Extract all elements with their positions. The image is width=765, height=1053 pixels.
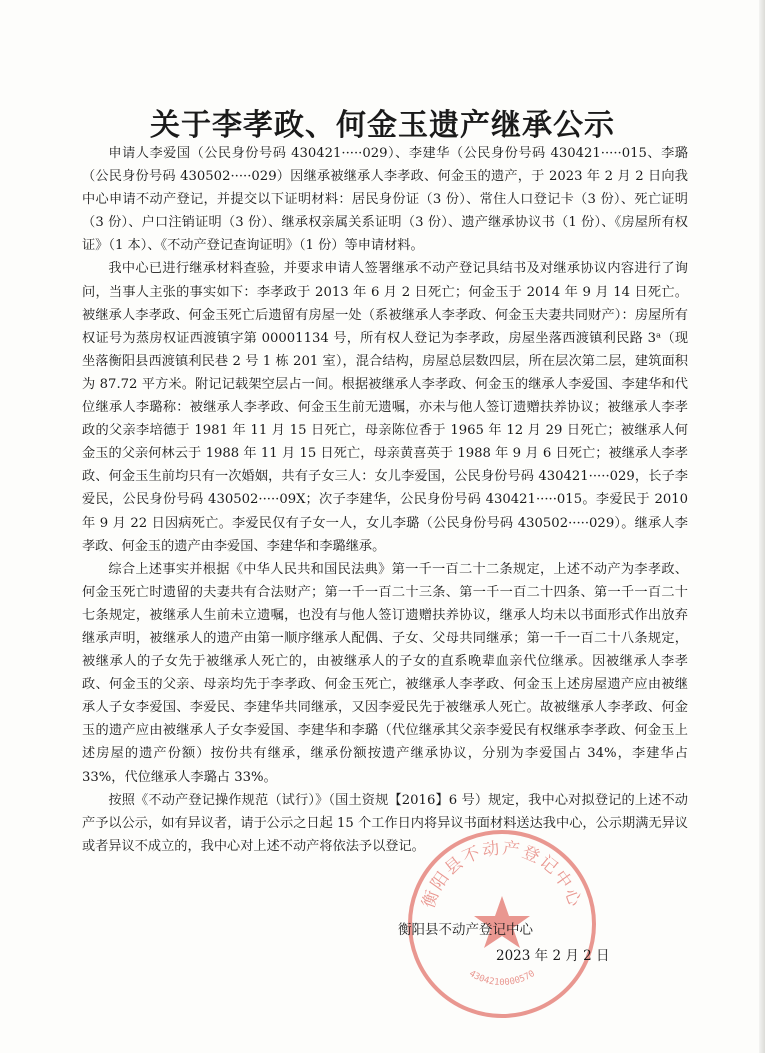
document-title: 关于李孝政、何金玉遗产继承公示 <box>150 108 615 143</box>
scan-edge <box>759 0 765 1053</box>
paragraph-legal-basis: 综合上述事实并根据《中华人民共和国民法典》第一千一百二十二条规定，上述不动产为李孝政、何金玉死亡时遗留的夫妻共有合法财产；第一千一百二十三条、第一千一百二十四条、第一千一百二十七条规定，被继承人生前未立遗嘱，也没有与他人签订遗赠扶养协议，继承人均未以书面形式作出放弃继承声明，被继承人的遗产由第一顺序继承人配偶、子女、父母共同继承；第一千一百二十八条规定，被继承人的子女先于被继承人死亡的，由被继承人的子女的直系晚辈血亲代位继承。因被继承人李孝政、何金玉的父亲、母亲均先于李孝政、何金玉死亡，被继承人李孝政、何金玉上述房屋遗产应由被继承人子女李爱国、李爱民、李建华共同继承，又因李爱民先于被继承人死亡。故被继承人李孝政、何金玉的遗产应由被继承人子女李爱国、李建华和李璐（代位继承其父亲李爱民有权继承李孝政、何金玉上述房屋的遗产份额）按份共有继承，继承份额按遗产继承协议，分别为李爱国占 34%，李建华占 33%，代位继承人李璐占 33%。 <box>82 561 688 785</box>
issuer-name: 衡阳县不动产登记中心 <box>398 922 533 938</box>
paragraph-facts: 我中心已进行继承材料查验，并要求申请人签署继承不动产登记具结书及对继承协议内容进行了询问，当事人主张的事实如下：李孝政于 2013 年 6 月 2 日死亡；何金玉于 2014 年 9 月 14 日死亡。被继承人李孝政、何金玉死亡后遗留有房屋一处（系被继承人李孝政、何金玉夫妻共同财产）：房屋所有权证号为蒸房权证西渡镇字第 00001134 号，所有权人登记为李孝政，房屋坐落西渡镇利民路 3ᵃ（现坐落衡阳县西渡镇利民巷 2 号 1 栋 201 室），混合结构，房屋总层数四层，所在层次第二层，建筑面积为 87.72 平方米。附记记载架空层占一间。根据被继承人李孝政、何金玉的继承人李爱国、李建华和代位继承人李璐称：被继承人李孝政、何金玉生前无遗嘱，亦未与他人签订遗赠扶养协议；被继承人李孝政的父亲李培德于 1981 年 11 月 15 日死亡，母亲陈位香于 1965 年 12 月 29 日死亡；被继承人何金玉的父亲何林云于 1988 年 11 月 15 日死亡，母亲黄喜英于 1988 年 9 月 6 日死亡；被继承人李孝政、何金玉生前均只有一次婚姻，共有子女三人：女儿李爱国，公民身份号码 430421·····029，长子李爱民，公民身份号码 430502·····09X；次子李建华，公民身份号码 430421·····015。李爱民于 2010 年 9 月 22 日因病死亡。李爱民仅有子女一人，女儿李璐（公民身份号码 430502·····029）。继承人李孝政、何金玉的遗产由李爱国、李建华和李璐继承。 <box>82 261 688 554</box>
paragraph-application: 申请人李爱国（公民身份号码 430421·····029）、李建华（公民身份号码 430421·····015、李璐（公民身份号码 430502·····029）因继承被继承人李孝政、何金玉的遗产，于 2023 年 2 月 2 日向我中心申请不动产登记，并提交以下证明材料：居民身份证（3 份）、常住人口登记卡（3 份）、死亡证明（3 份）、户口注销证明（3 份）、继承权亲属关系证明（3 份）、遗产继承协议书（1 份）、《房屋所有权证》（1 本）、《不动产登记查询证明》（1 份）等申请材料。 <box>82 146 688 254</box>
seal-text: 衡阳县不动产登记中心 <box>418 838 586 911</box>
paragraph-notice: 按照《不动产登记操作规范（试行）》（国土资规【2016】6 号）规定，我中心对拟登记的上述不动产予以公示，如有异议者，请于公示之日起 15 个工作日内将异议书面材料送达我中心，公示期满无异议或者异议不成立的，我中心对上述不动产将依法予以登记。 <box>82 792 688 854</box>
issue-date: 2023 年 2 月 2 日 <box>496 948 610 964</box>
seal-code: 4304210000570 <box>467 969 537 989</box>
document-body <box>82 142 688 858</box>
svg-text:4304210000570 <box>467 969 537 988</box>
